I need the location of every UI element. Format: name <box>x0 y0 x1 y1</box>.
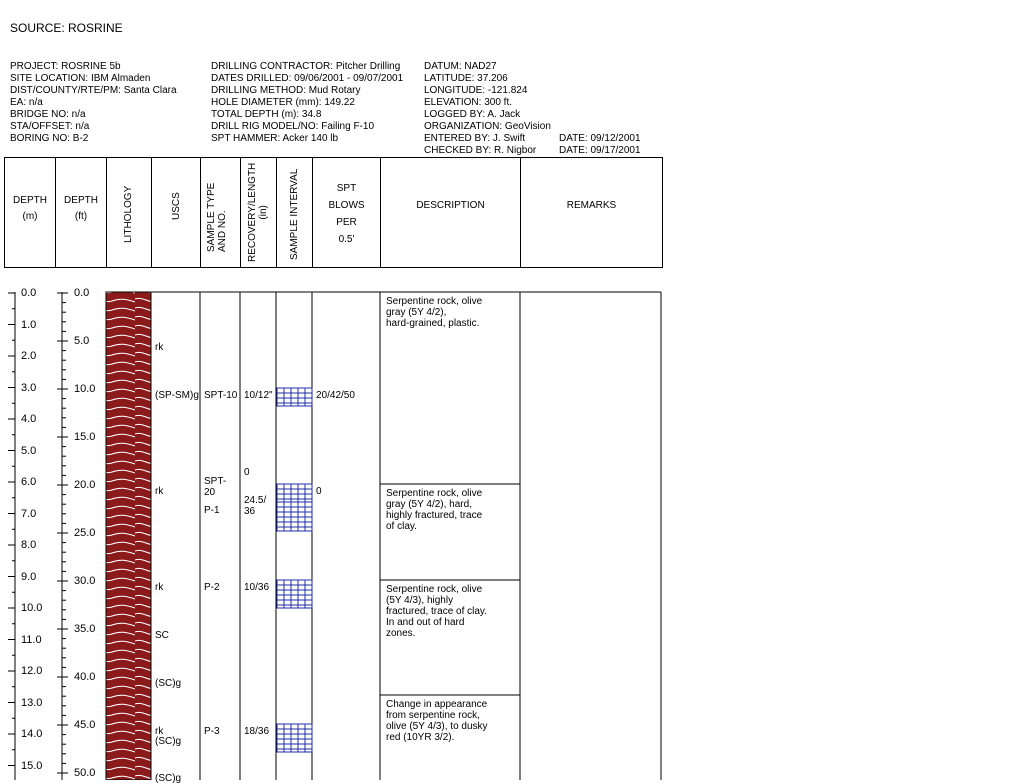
depth-m-label: 15.0 <box>21 759 43 772</box>
uscs-label: (SC)g <box>155 736 182 747</box>
sample-type: P-2 <box>204 582 220 593</box>
depth-m-label: 5.0 <box>21 444 37 457</box>
sample-interval-box <box>277 580 312 608</box>
depth-ft-label: 25.0 <box>74 527 96 539</box>
col-uscs: USCS <box>171 192 182 220</box>
ea-line: EA: n/a <box>10 97 43 108</box>
sample-blows: 0 <box>316 486 322 497</box>
depth-m-label: 0.0 <box>21 287 37 299</box>
longitude-line: LONGITUDE: -121.824 <box>424 85 528 96</box>
sample-type: P-3 <box>204 726 220 737</box>
depth-ft-label: 45.0 <box>74 719 96 731</box>
spt-hammer-line: SPT HAMMER: Acker 140 lb <box>211 133 339 144</box>
sample-recovery: 10/12" <box>244 390 273 401</box>
col-lithology: LITHOLOGY <box>123 185 134 243</box>
depth-m-label: 11.0 <box>21 633 42 646</box>
col-sample-type: SAMPLE TYPE AND NO. <box>206 182 228 252</box>
total-depth-line: TOTAL DEPTH (m): 34.8 <box>211 109 322 120</box>
checked-by-line: CHECKED BY: R. Nigbor <box>424 145 537 156</box>
site-location-line: SITE LOCATION: IBM Almaden <box>10 73 151 84</box>
depth-m-label: 7.0 <box>21 507 37 520</box>
checked-date: DATE: 09/17/2001 <box>559 145 641 156</box>
drilling-method-line: DRILLING METHOD: Mud Rotary <box>211 85 361 96</box>
depth-m-label: 12.0 <box>21 665 43 677</box>
col-sample-interval: SAMPLE INTERVAL <box>289 168 300 260</box>
depth-ft-label: 30.0 <box>74 575 96 587</box>
depth-m-label: 1.0 <box>21 318 37 331</box>
col-remarks: REMARKS <box>566 200 617 211</box>
col-depth-ft: DEPTH (ft) <box>64 195 98 222</box>
sample-interval-box <box>277 724 312 752</box>
depth-m-label: 8.0 <box>21 539 37 551</box>
sample-recovery: 24.5/ 36 <box>244 495 267 517</box>
dates-drilled-line: DATES DRILLED: 09/06/2001 - 09/07/2001 <box>211 73 404 84</box>
depth-ft-label: 20.0 <box>74 479 96 491</box>
depth-ft-label: 35.0 <box>74 623 96 635</box>
sample-type: SPT-10 <box>204 390 238 401</box>
depth-m-label: 10.0 <box>21 602 43 614</box>
sample-recovery: 0 <box>244 467 250 478</box>
organization-line: ORGANIZATION: GeoVision <box>424 121 551 132</box>
uscs-label: rk <box>155 342 164 353</box>
uscs-label: SC <box>155 630 169 641</box>
depth-m-label: 2.0 <box>21 350 37 362</box>
depth-m-label: 13.0 <box>21 696 43 709</box>
depth-ft-label: 40.0 <box>74 671 96 683</box>
uscs-label: rk <box>155 486 164 497</box>
boring-no-line: BORING NO: B-2 <box>10 133 89 144</box>
sta-offset-line: STA/OFFSET: n/a <box>10 121 90 132</box>
sample-blows: 20/42/50 <box>316 390 355 401</box>
latitude-line: LATITUDE: 37.206 <box>424 73 508 84</box>
uscs-label: rk <box>155 582 164 593</box>
bridge-no-line: BRIDGE NO: n/a <box>10 109 86 120</box>
col-recovery: RECOVERY/LENGTH (in) <box>247 162 269 262</box>
hole-diameter-line: HOLE DIAMETER (mm): 149.22 <box>211 97 355 108</box>
depth-m-label: 4.0 <box>21 413 37 425</box>
drill-rig-line: DRILL RIG MODEL/NO: Failing F-10 <box>211 121 375 132</box>
uscs-label: rk <box>155 726 164 737</box>
source-title: SOURCE: ROSRINE <box>10 21 123 35</box>
depth-ft-label: 15.0 <box>74 431 96 443</box>
depth-m-label: 3.0 <box>21 381 37 394</box>
sample-recovery: 18/36 <box>244 726 270 737</box>
datum-line: DATUM: NAD27 <box>424 61 497 72</box>
dist-county-line: DIST/COUNTY/RTE/PM: Santa Clara <box>10 85 177 96</box>
sample-recovery: 10/36 <box>244 582 270 593</box>
depth-m-label: 6.0 <box>21 476 37 488</box>
depth-m-label: 14.0 <box>21 728 43 740</box>
depth-m-label: 9.0 <box>21 570 37 583</box>
depth-ft-label: 0.0 <box>74 287 90 299</box>
col-description: DESCRIPTION <box>416 200 485 211</box>
logged-by-line: LOGGED BY: A. Jack <box>424 109 521 120</box>
depth-ft-label: 50.0 <box>74 767 96 779</box>
uscs-label: (SP-SM)g <box>155 390 199 401</box>
description-text: Serpentine rock, olive (5Y 4/3), highly fractured, trace of clay. In and out of hard zones. <box>386 584 487 639</box>
depth-ft-label: 10.0 <box>74 383 96 395</box>
col-depth-m: DEPTH (m) <box>13 195 47 222</box>
drilling-contractor-line: DRILLING CONTRACTOR: Pitcher Drilling <box>211 61 401 72</box>
uscs-label: (SC)g <box>155 678 182 689</box>
elevation-line: ELEVATION: 300 ft. <box>424 97 512 108</box>
sample-type: SPT- 20 <box>204 476 227 498</box>
description-text: Serpentine rock, olive gray (5Y 4/2), hard-grained, plastic. <box>386 296 483 329</box>
entered-by-line: ENTERED BY: J. Swift <box>424 133 526 144</box>
sample-type: P-1 <box>204 505 220 516</box>
uscs-label: (SC)g <box>155 773 182 784</box>
description-text: Serpentine rock, olive gray (5Y 4/2), hard, highly fractured, trace of clay. <box>386 488 483 532</box>
entered-date: DATE: 09/12/2001 <box>559 133 641 144</box>
project-line: PROJECT: ROSRINE 5b <box>10 61 121 72</box>
depth-ft-label: 5.0 <box>74 335 90 347</box>
lithology-column <box>106 292 151 780</box>
col-spt-blows: SPT BLOWS PER 0.5' <box>328 183 365 245</box>
description-text: Change in appearance from serpentine rock, olive (5Y 4/3), to dusky red (10YR 3/2). <box>386 699 488 743</box>
